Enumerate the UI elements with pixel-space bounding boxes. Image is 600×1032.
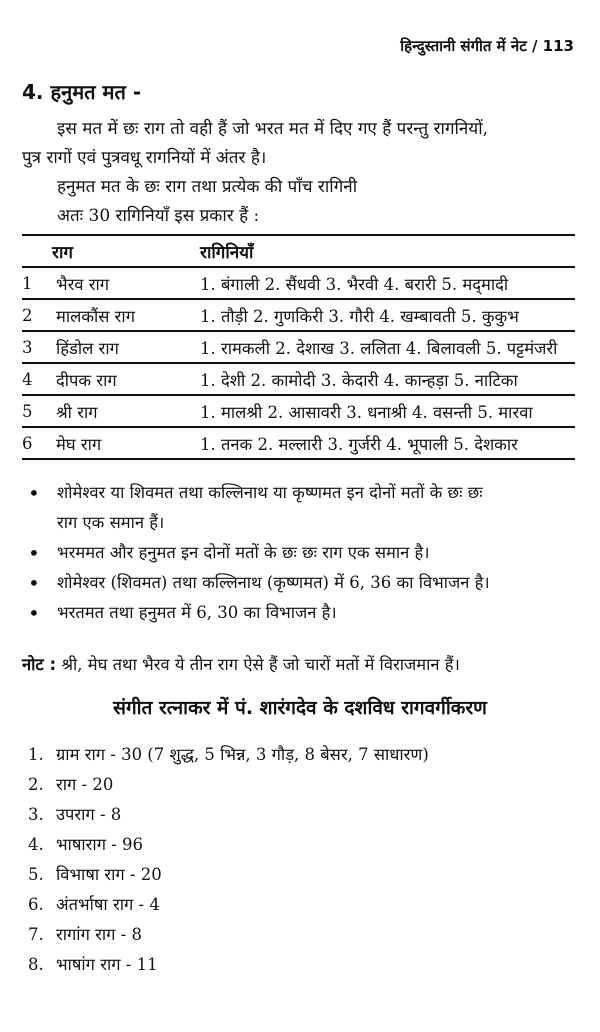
raag-name: दीपक राग (56, 370, 117, 390)
list-item (28, 800, 588, 830)
list-item (28, 950, 588, 980)
item-number: 8. (28, 955, 44, 974)
bullet-item (22, 478, 578, 538)
bullet-item (22, 568, 578, 598)
ragini-list: 1. तौड़ी 2. गुणकिरी 3. गौरी 4. खम्बावती 5. कुकुभ (200, 306, 519, 326)
ragini-list: 1. बंगाली 2. सैंधवी 3. भैरवी 4. बरारी 5. मद्‌मादी (200, 274, 509, 294)
bullet-text: भरममत और हनुमत इन दोनों मतों के छः छः राग एक समान है। (57, 543, 430, 562)
item-text: राग - 20 (56, 775, 114, 794)
item-number: 4. (28, 835, 44, 854)
row-number: 5 (22, 401, 33, 421)
section-title: 4. हनुमत मत - (22, 80, 142, 104)
bullet-list (22, 478, 578, 628)
item-text: विभाषा राग - 20 (56, 865, 162, 884)
ragini-list: 1. मालश्री 2. आसावरी 3. धनाश्री 4. वसन्ती 5. मारवा (200, 402, 533, 422)
item-text: उपराग - 8 (56, 805, 122, 824)
raag-name: भैरव राग (56, 274, 110, 294)
item-number: 7. (28, 925, 44, 944)
subheading: संगीत रत्नाकर में पं. शारंगदेव के दशविध रागवर्गीकरण (113, 697, 487, 719)
item-number: 1. (28, 745, 44, 764)
table-row (22, 395, 575, 427)
note-label: नोट : (22, 655, 57, 674)
row-number: 6 (22, 433, 33, 453)
note-text: श्री, मेघ तथा भैरव ये तीन राग ऐसे हैं जो चारों मतों में विराजमान हैं। (61, 655, 460, 674)
bullet-item (22, 598, 578, 628)
intro-line: पुत्र रागों एवं पुत्रवधू रागनियों में अंतर है। (22, 148, 267, 168)
table-row (22, 267, 575, 299)
raag-name: मेघ राग (56, 434, 102, 454)
ragini-list: 1. तनक 2. मल्लारी 3. गुर्जरी 4. भूपाली 5. देशकार (200, 434, 518, 454)
bullet-icon: • (28, 601, 40, 625)
item-text: भाषांग राग - 11 (56, 955, 158, 974)
note (22, 652, 592, 675)
item-text: अंतर्भाषा राग - 4 (56, 895, 160, 914)
raag-table (22, 234, 575, 460)
item-number: 2. (28, 775, 44, 794)
ragini-list: 1. रामकली 2. देशाख 3. ललिता 4. बिलावली 5. पट्टमंजरी (200, 338, 558, 358)
row-number: 1 (22, 273, 33, 293)
bullet-icon: • (28, 571, 40, 595)
table-row (22, 427, 575, 459)
row-number: 2 (22, 305, 33, 325)
item-text: ग्राम राग - 30 (7 शुद्ध, 5 भिन्न, 3 गौड़, 8 बेसर, 7 साधारण) (56, 745, 429, 764)
raag-name: मालकौंस राग (56, 306, 135, 326)
page-header: हिन्दुस्तानी संगीत में नेट / 113 (400, 37, 574, 55)
list-item (28, 830, 588, 860)
bullet-text: भरतमत तथा हनुमत में 6, 30 का विभाजन है। (57, 603, 337, 622)
intro-line: इस मत में छः राग तो वही हैं जो भरत मत में दिए गए हैं परन्तु रागनियों, (57, 119, 489, 139)
bullet-text: शोमेश्वर (शिवमत) तथा कल्लिनाथ (कृष्णमत) में 6, 36 का विभाजन है। (57, 573, 490, 592)
raag-name: श्री राग (56, 402, 98, 422)
raag-name: हिंडोल राग (56, 338, 119, 358)
classification-list (28, 740, 588, 980)
header-raag: राग (52, 242, 73, 263)
intro-line: हनुमत मत के छः राग तथा प्रत्येक की पाँच रागिनी (57, 177, 358, 197)
list-item (28, 740, 588, 770)
row-number: 3 (22, 337, 33, 357)
list-item (28, 890, 588, 920)
bullet-icon: • (28, 541, 40, 565)
bullet-text: शोमेश्वर या शिवमत तथा कल्लिनाथ या कृष्णमत इन दोनों मतों के छः छः (57, 483, 483, 502)
table-row (22, 299, 575, 331)
header-raginis: रागिनियाँ (200, 242, 254, 263)
table-row (22, 331, 575, 363)
bullet-text: राग एक समान हैं। (57, 513, 165, 532)
item-text: रागांग राग - 8 (56, 925, 142, 944)
list-item (28, 860, 588, 890)
row-number: 4 (22, 369, 33, 389)
ragini-list: 1. देशी 2. कामोदी 3. केदारी 4. कान्हड़ा 5. नाटिका (200, 370, 518, 390)
list-item (28, 920, 588, 950)
item-number: 6. (28, 895, 44, 914)
item-number: 5. (28, 865, 44, 884)
item-number: 3. (28, 805, 44, 824)
bullet-item (22, 538, 578, 568)
intro-line: अतः 30 रागिनियाँ इस प्रकार हैं : (57, 206, 260, 226)
intro-paragraph (22, 115, 578, 231)
item-text: भाषाराग - 96 (56, 835, 144, 854)
table-row (22, 363, 575, 395)
bullet-icon: • (28, 481, 40, 505)
table-header-row (22, 235, 575, 267)
list-item (28, 770, 588, 800)
